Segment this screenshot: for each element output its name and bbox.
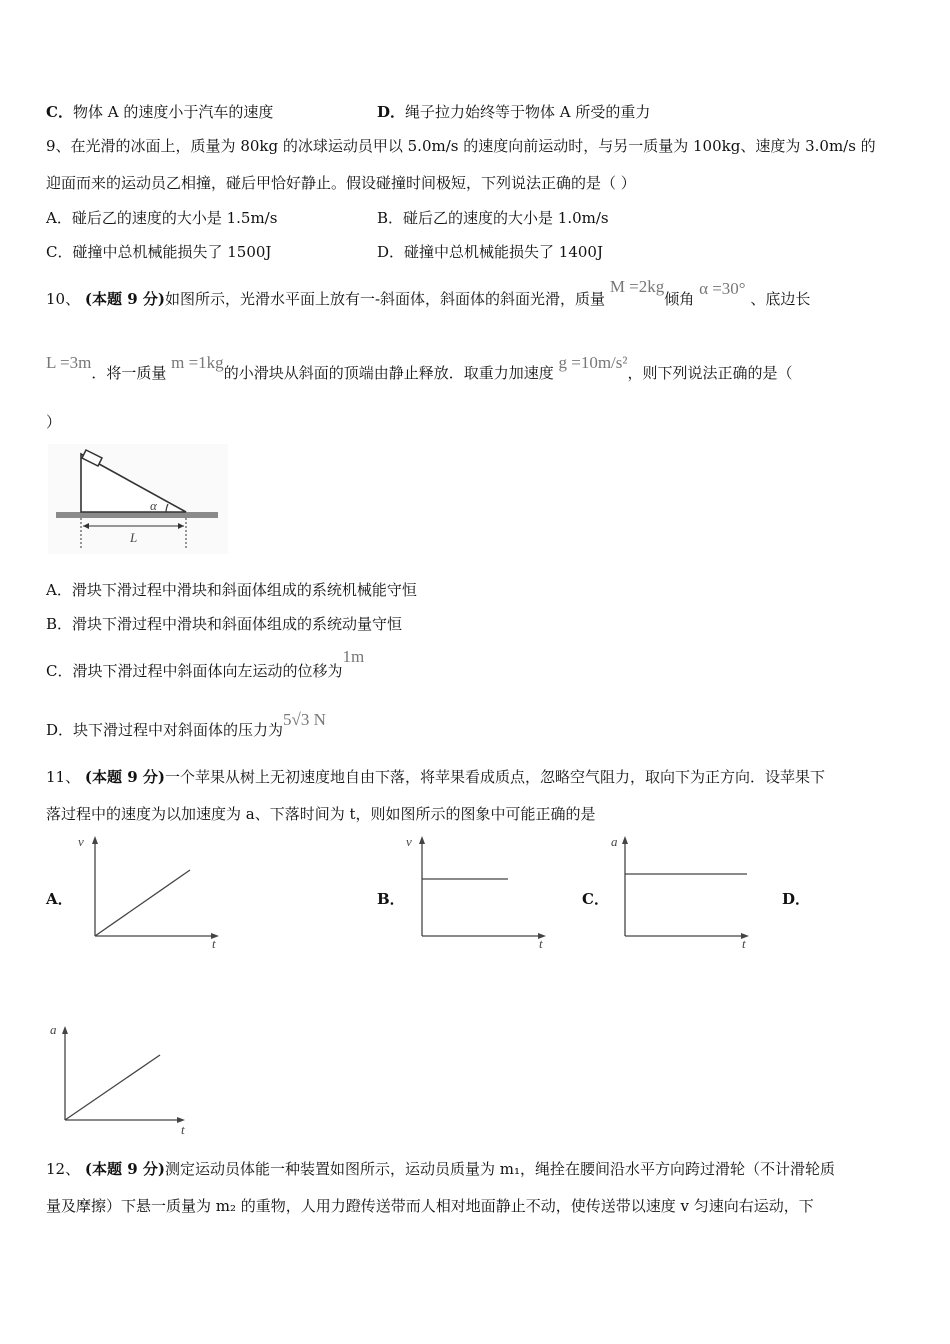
q11-option-a-label: A． [46, 890, 73, 908]
q10-option-a: A．滑块下滑过程中滑块和斜面体组成的系统机械能守恒 [46, 581, 417, 599]
length-label: L [130, 530, 138, 545]
q12-stem-line2: 量及摩擦）下悬一质量为 m₂ 的重物，人用力蹬传送带而人相对地面静止不动，使传送带以速度 v 匀速向右运动，下 [46, 1197, 814, 1215]
q10-mass-M: M =2kg [609, 277, 665, 296]
graph-a-x-label: t [212, 936, 216, 951]
q10-gravity: g =10m/s² [558, 353, 628, 372]
q8-option-c: C．物体 A 的速度小于汽车的速度 [46, 103, 274, 121]
q10-option-b: B．滑块下滑过程中滑块和斜面体组成的系统动量守恒 [46, 615, 403, 633]
q11-option-b-label: B． [377, 890, 405, 908]
q9-stem-line2: 迎面而来的运动员乙相撞，碰后甲恰好静止。假设碰撞时间极短，下列说法正确的是（ ） [46, 174, 636, 192]
alpha-label: α [150, 498, 157, 513]
graph-a [75, 832, 216, 951]
q10-option-d: D．块下滑过程中对斜面体的压力为5√3 N [46, 710, 326, 739]
q11-stem-line1: 11、 (本题 9 分)一个苹果从树上无初速度地自由下落，将苹果看成质点，忽略空气阻力，取向下为正方向．设苹果下 [46, 768, 825, 786]
q9-option-d: D．碰撞中总机械能损失了 1400J [377, 243, 603, 261]
incline-figure [48, 444, 228, 554]
q10-stem-line1: 10、 (本题 9 分)如图所示，光滑水平面上放有一-斜面体，斜面体的斜面光滑，质量 M =2kg倾角 α =30° 、底边长 [46, 277, 811, 308]
graph-d-y-label: a [50, 1022, 57, 1037]
q11-stem-line2: 落过程中的速度为以加速度为 a、下落时间为 t，则如图所示的图象中可能正确的是 [46, 805, 596, 823]
q8-option-d: D．绳子拉力始终等于物体 A 所受的重力 [377, 103, 651, 121]
graph-c-y-label: a [611, 834, 618, 849]
graph-a-line [95, 870, 190, 936]
graph-c [605, 832, 746, 951]
graph-d [45, 1022, 185, 1137]
q10-option-c-value: 1m [342, 647, 365, 666]
q12-stem-line1: 12、 (本题 9 分)测定运动员体能一种装置如图所示，运动员质量为 m₁，绳拴在腰间沿水平方向跨过滑轮（不计滑轮质 [46, 1160, 835, 1178]
q9-option-b: B．碰后乙的速度的大小是 1.0m/s [377, 209, 609, 227]
q10-score: (本题 9 分) [84, 290, 165, 308]
q10-angle: α =30° [699, 279, 746, 298]
q10-stem-close: ） [46, 413, 62, 431]
q9-option-c: C．碰撞中总机械能损失了 1500J [46, 243, 272, 261]
q9-stem-line1: 9、在光滑的冰面上，质量为 80kg 的冰球运动员甲以 5.0m/s 的速度向前运动时，与另一质量为 100kg、速度为 3.0m/s 的 [46, 137, 876, 155]
q9-option-a: A．碰后乙的速度的大小是 1.5m/s [46, 209, 278, 227]
graph-d-line [65, 1055, 160, 1120]
q10-option-d-value: 5√3 N [283, 710, 326, 729]
q10-stem-line2: L =3m．将一质量 m =1kg的小滑块从斜面的顶端由静止释放．取重力加速度 g =10m/s²，则下列说法正确的是（ [46, 353, 793, 382]
graph-c-x-label: t [742, 936, 746, 951]
ground-surface [56, 512, 218, 518]
graph-a-y-label: v [78, 834, 84, 849]
graph-d-x-label: t [181, 1122, 185, 1137]
graph-b-x-label: t [539, 936, 543, 951]
graph-b-y-label: v [406, 834, 412, 849]
q10-option-c: C．滑块下滑过程中斜面体向左运动的位移为1m [46, 647, 365, 680]
q11-option-d-label: D． [782, 890, 811, 908]
q10-length: L =3m [46, 353, 92, 372]
graph-b [402, 832, 543, 951]
q11-option-c-label: C． [582, 890, 609, 908]
q10-mass-m: m =1kg [171, 353, 224, 372]
